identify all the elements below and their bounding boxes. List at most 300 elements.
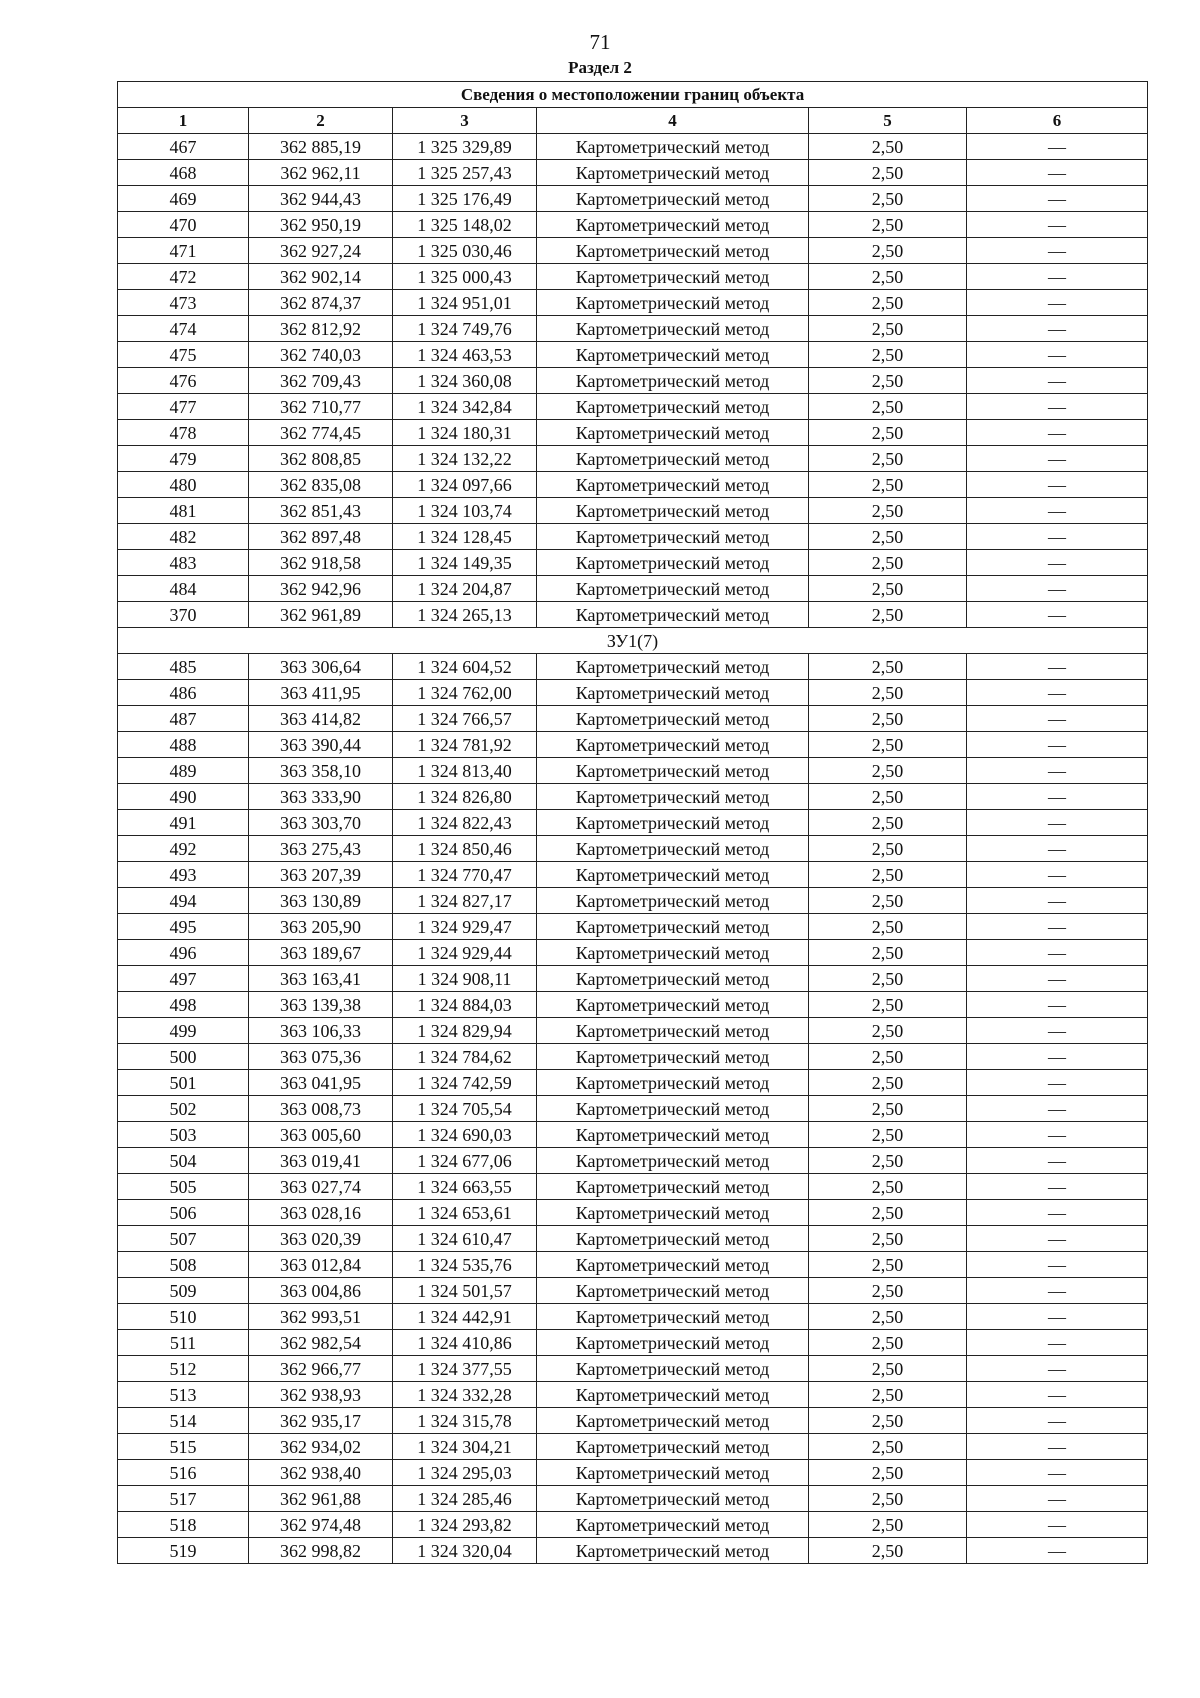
- accuracy-cell: 2,50: [809, 1044, 967, 1070]
- table-row: [118, 394, 1148, 420]
- method-cell: Картометрический метод: [537, 576, 809, 602]
- x-coordinate-cell: 362 982,54: [249, 1330, 393, 1356]
- table-row: [118, 134, 1148, 160]
- method-cell: Картометрический метод: [537, 1096, 809, 1122]
- method-cell: Картометрический метод: [537, 654, 809, 680]
- point-number-cell: 512: [118, 1356, 249, 1382]
- y-coordinate-cell: 1 324 762,00: [393, 680, 537, 706]
- description-cell: —: [967, 1174, 1148, 1200]
- x-coordinate-cell: 363 275,43: [249, 836, 393, 862]
- x-coordinate-cell: 363 414,82: [249, 706, 393, 732]
- point-number-cell: 501: [118, 1070, 249, 1096]
- x-coordinate-cell: 363 020,39: [249, 1226, 393, 1252]
- x-coordinate-cell: 362 938,40: [249, 1460, 393, 1486]
- x-coordinate-cell: 363 075,36: [249, 1044, 393, 1070]
- method-cell: Картометрический метод: [537, 498, 809, 524]
- y-coordinate-cell: 1 325 000,43: [393, 264, 537, 290]
- x-coordinate-cell: 363 306,64: [249, 654, 393, 680]
- accuracy-cell: 2,50: [809, 316, 967, 342]
- description-cell: —: [967, 732, 1148, 758]
- accuracy-cell: 2,50: [809, 992, 967, 1018]
- x-coordinate-cell: 362 966,77: [249, 1356, 393, 1382]
- point-number-cell: 469: [118, 186, 249, 212]
- point-number-cell: 491: [118, 810, 249, 836]
- accuracy-cell: 2,50: [809, 1460, 967, 1486]
- table-row: [118, 1148, 1148, 1174]
- y-coordinate-cell: 1 324 501,57: [393, 1278, 537, 1304]
- description-cell: —: [967, 1200, 1148, 1226]
- accuracy-cell: 2,50: [809, 1538, 967, 1564]
- method-cell: Картометрический метод: [537, 446, 809, 472]
- method-cell: Картометрический метод: [537, 862, 809, 888]
- method-cell: Картометрический метод: [537, 134, 809, 160]
- x-coordinate-cell: 363 106,33: [249, 1018, 393, 1044]
- method-cell: Картометрический метод: [537, 238, 809, 264]
- point-number-cell: 472: [118, 264, 249, 290]
- x-coordinate-cell: 363 411,95: [249, 680, 393, 706]
- table-row: [118, 940, 1148, 966]
- y-coordinate-cell: 1 325 257,43: [393, 160, 537, 186]
- y-coordinate-cell: 1 324 677,06: [393, 1148, 537, 1174]
- method-cell: Картометрический метод: [537, 1018, 809, 1044]
- y-coordinate-cell: 1 324 360,08: [393, 368, 537, 394]
- x-coordinate-cell: 363 041,95: [249, 1070, 393, 1096]
- column-header: 4: [537, 108, 809, 134]
- table-row: [118, 784, 1148, 810]
- point-number-cell: 503: [118, 1122, 249, 1148]
- description-cell: —: [967, 1070, 1148, 1096]
- accuracy-cell: 2,50: [809, 966, 967, 992]
- point-number-cell: 508: [118, 1252, 249, 1278]
- y-coordinate-cell: 1 324 097,66: [393, 472, 537, 498]
- accuracy-cell: 2,50: [809, 758, 967, 784]
- table-row: [118, 1330, 1148, 1356]
- x-coordinate-cell: 362 938,93: [249, 1382, 393, 1408]
- accuracy-cell: 2,50: [809, 160, 967, 186]
- description-cell: —: [967, 706, 1148, 732]
- y-coordinate-cell: 1 324 304,21: [393, 1434, 537, 1460]
- y-coordinate-cell: 1 324 781,92: [393, 732, 537, 758]
- y-coordinate-cell: 1 324 826,80: [393, 784, 537, 810]
- y-coordinate-cell: 1 324 742,59: [393, 1070, 537, 1096]
- table-row: [118, 550, 1148, 576]
- table-row: [118, 1252, 1148, 1278]
- method-cell: Картометрический метод: [537, 1174, 809, 1200]
- point-number-cell: 470: [118, 212, 249, 238]
- point-number-cell: 485: [118, 654, 249, 680]
- table-row: [118, 1408, 1148, 1434]
- point-number-cell: 481: [118, 498, 249, 524]
- table-row: [118, 888, 1148, 914]
- accuracy-cell: 2,50: [809, 550, 967, 576]
- point-number-cell: 514: [118, 1408, 249, 1434]
- point-number-cell: 468: [118, 160, 249, 186]
- x-coordinate-cell: 362 897,48: [249, 524, 393, 550]
- method-cell: Картометрический метод: [537, 1408, 809, 1434]
- x-coordinate-cell: 362 874,37: [249, 290, 393, 316]
- method-cell: Картометрический метод: [537, 992, 809, 1018]
- x-coordinate-cell: 362 993,51: [249, 1304, 393, 1330]
- table-row: [118, 966, 1148, 992]
- point-number-cell: 507: [118, 1226, 249, 1252]
- point-number-cell: 497: [118, 966, 249, 992]
- accuracy-cell: 2,50: [809, 784, 967, 810]
- table-row: [118, 992, 1148, 1018]
- y-coordinate-cell: 1 324 132,22: [393, 446, 537, 472]
- description-cell: —: [967, 1096, 1148, 1122]
- y-coordinate-cell: 1 324 951,01: [393, 290, 537, 316]
- table-row: [118, 1096, 1148, 1122]
- table-row: [118, 472, 1148, 498]
- method-cell: Картометрический метод: [537, 810, 809, 836]
- y-coordinate-cell: 1 324 770,47: [393, 862, 537, 888]
- accuracy-cell: 2,50: [809, 1434, 967, 1460]
- y-coordinate-cell: 1 325 030,46: [393, 238, 537, 264]
- x-coordinate-cell: 362 918,58: [249, 550, 393, 576]
- method-cell: Картометрический метод: [537, 368, 809, 394]
- point-number-cell: 496: [118, 940, 249, 966]
- y-coordinate-cell: 1 324 377,55: [393, 1356, 537, 1382]
- section-title: Раздел 2: [568, 58, 632, 77]
- y-coordinate-cell: 1 325 176,49: [393, 186, 537, 212]
- y-coordinate-cell: 1 324 442,91: [393, 1304, 537, 1330]
- description-cell: —: [967, 316, 1148, 342]
- point-number-cell: 477: [118, 394, 249, 420]
- accuracy-cell: 2,50: [809, 576, 967, 602]
- method-cell: Картометрический метод: [537, 1356, 809, 1382]
- table-row: [118, 836, 1148, 862]
- description-cell: —: [967, 160, 1148, 186]
- x-coordinate-cell: 363 012,84: [249, 1252, 393, 1278]
- point-number-cell: 486: [118, 680, 249, 706]
- description-cell: —: [967, 1356, 1148, 1382]
- accuracy-cell: 2,50: [809, 602, 967, 628]
- x-coordinate-cell: 362 961,88: [249, 1486, 393, 1512]
- x-coordinate-cell: 363 027,74: [249, 1174, 393, 1200]
- x-coordinate-cell: 363 189,67: [249, 940, 393, 966]
- accuracy-cell: 2,50: [809, 1200, 967, 1226]
- x-coordinate-cell: 362 812,92: [249, 316, 393, 342]
- y-coordinate-cell: 1 324 749,76: [393, 316, 537, 342]
- point-number-cell: 510: [118, 1304, 249, 1330]
- accuracy-cell: 2,50: [809, 732, 967, 758]
- description-cell: —: [967, 1044, 1148, 1070]
- table-row: [118, 1486, 1148, 1512]
- y-coordinate-cell: 1 324 535,76: [393, 1252, 537, 1278]
- table-row: [118, 680, 1148, 706]
- method-cell: Картометрический метод: [537, 420, 809, 446]
- method-cell: Картометрический метод: [537, 290, 809, 316]
- description-cell: —: [967, 810, 1148, 836]
- x-coordinate-cell: 362 885,19: [249, 134, 393, 160]
- description-cell: —: [967, 1252, 1148, 1278]
- accuracy-cell: 2,50: [809, 1278, 967, 1304]
- point-number-cell: 495: [118, 914, 249, 940]
- description-cell: —: [967, 1226, 1148, 1252]
- method-cell: Картометрический метод: [537, 1434, 809, 1460]
- x-coordinate-cell: 363 130,89: [249, 888, 393, 914]
- table-row: [118, 1538, 1148, 1564]
- description-cell: —: [967, 680, 1148, 706]
- method-cell: Картометрический метод: [537, 1252, 809, 1278]
- column-header: 3: [393, 108, 537, 134]
- description-cell: —: [967, 576, 1148, 602]
- table-row: [118, 1044, 1148, 1070]
- accuracy-cell: 2,50: [809, 290, 967, 316]
- point-number-cell: 476: [118, 368, 249, 394]
- point-number-cell: 490: [118, 784, 249, 810]
- description-cell: —: [967, 1512, 1148, 1538]
- y-coordinate-cell: 1 324 766,57: [393, 706, 537, 732]
- column-header: 6: [967, 108, 1148, 134]
- y-coordinate-cell: 1 324 320,04: [393, 1538, 537, 1564]
- table-row: [118, 446, 1148, 472]
- table-row: [118, 1200, 1148, 1226]
- table-row: [118, 758, 1148, 784]
- method-cell: Картометрический метод: [537, 342, 809, 368]
- table-row: [118, 1434, 1148, 1460]
- y-coordinate-cell: 1 324 149,35: [393, 550, 537, 576]
- table-row: [118, 264, 1148, 290]
- accuracy-cell: 2,50: [809, 186, 967, 212]
- table-row: [118, 810, 1148, 836]
- accuracy-cell: 2,50: [809, 810, 967, 836]
- method-cell: Картометрический метод: [537, 940, 809, 966]
- table-row: [118, 862, 1148, 888]
- description-cell: —: [967, 914, 1148, 940]
- accuracy-cell: 2,50: [809, 498, 967, 524]
- y-coordinate-cell: 1 324 829,94: [393, 1018, 537, 1044]
- table-row: [118, 602, 1148, 628]
- description-cell: —: [967, 1460, 1148, 1486]
- point-number-cell: 478: [118, 420, 249, 446]
- table-row: [118, 1382, 1148, 1408]
- description-cell: —: [967, 472, 1148, 498]
- point-number-cell: 498: [118, 992, 249, 1018]
- accuracy-cell: 2,50: [809, 264, 967, 290]
- accuracy-cell: 2,50: [809, 1148, 967, 1174]
- accuracy-cell: 2,50: [809, 134, 967, 160]
- point-number-cell: 473: [118, 290, 249, 316]
- table-row: [118, 290, 1148, 316]
- description-cell: —: [967, 212, 1148, 238]
- accuracy-cell: 2,50: [809, 1486, 967, 1512]
- accuracy-cell: 2,50: [809, 368, 967, 394]
- description-cell: —: [967, 290, 1148, 316]
- method-cell: Картометрический метод: [537, 1122, 809, 1148]
- point-number-cell: 505: [118, 1174, 249, 1200]
- table-row: [118, 368, 1148, 394]
- method-cell: Картометрический метод: [537, 316, 809, 342]
- accuracy-cell: 2,50: [809, 1252, 967, 1278]
- description-cell: —: [967, 1434, 1148, 1460]
- method-cell: Картометрический метод: [537, 1330, 809, 1356]
- x-coordinate-cell: 362 950,19: [249, 212, 393, 238]
- x-coordinate-cell: 362 935,17: [249, 1408, 393, 1434]
- y-coordinate-cell: 1 324 653,61: [393, 1200, 537, 1226]
- accuracy-cell: 2,50: [809, 888, 967, 914]
- table-row: [118, 1226, 1148, 1252]
- x-coordinate-cell: 362 740,03: [249, 342, 393, 368]
- x-coordinate-cell: 362 709,43: [249, 368, 393, 394]
- y-coordinate-cell: 1 324 929,47: [393, 914, 537, 940]
- x-coordinate-cell: 363 005,60: [249, 1122, 393, 1148]
- x-coordinate-cell: 362 902,14: [249, 264, 393, 290]
- method-cell: Картометрический метод: [537, 1486, 809, 1512]
- description-cell: —: [967, 1018, 1148, 1044]
- x-coordinate-cell: 362 927,24: [249, 238, 393, 264]
- table-row: [118, 498, 1148, 524]
- y-coordinate-cell: 1 324 690,03: [393, 1122, 537, 1148]
- method-cell: Картометрический метод: [537, 680, 809, 706]
- point-number-cell: 515: [118, 1434, 249, 1460]
- y-coordinate-cell: 1 324 295,03: [393, 1460, 537, 1486]
- accuracy-cell: 2,50: [809, 394, 967, 420]
- accuracy-cell: 2,50: [809, 1512, 967, 1538]
- y-coordinate-cell: 1 324 342,84: [393, 394, 537, 420]
- x-coordinate-cell: 363 205,90: [249, 914, 393, 940]
- accuracy-cell: 2,50: [809, 472, 967, 498]
- accuracy-cell: 2,50: [809, 1304, 967, 1330]
- table-row: [118, 420, 1148, 446]
- description-cell: —: [967, 1538, 1148, 1564]
- x-coordinate-cell: 363 358,10: [249, 758, 393, 784]
- table-row: [118, 1304, 1148, 1330]
- accuracy-cell: 2,50: [809, 446, 967, 472]
- point-number-cell: 517: [118, 1486, 249, 1512]
- y-coordinate-cell: 1 324 784,62: [393, 1044, 537, 1070]
- table-row: [118, 342, 1148, 368]
- column-header: 2: [249, 108, 393, 134]
- method-cell: Картометрический метод: [537, 1278, 809, 1304]
- method-cell: Картометрический метод: [537, 212, 809, 238]
- x-coordinate-cell: 363 008,73: [249, 1096, 393, 1122]
- description-cell: —: [967, 134, 1148, 160]
- description-cell: —: [967, 264, 1148, 290]
- description-cell: —: [967, 654, 1148, 680]
- description-cell: —: [967, 1486, 1148, 1512]
- x-coordinate-cell: 363 139,38: [249, 992, 393, 1018]
- description-cell: —: [967, 524, 1148, 550]
- method-cell: Картометрический метод: [537, 1460, 809, 1486]
- table-row: [118, 732, 1148, 758]
- description-cell: —: [967, 966, 1148, 992]
- method-cell: Картометрический метод: [537, 602, 809, 628]
- method-cell: Картометрический метод: [537, 706, 809, 732]
- point-number-cell: 493: [118, 862, 249, 888]
- description-cell: —: [967, 1278, 1148, 1304]
- page-number: 71: [589, 30, 611, 54]
- method-cell: Картометрический метод: [537, 550, 809, 576]
- description-cell: —: [967, 992, 1148, 1018]
- x-coordinate-cell: 362 944,43: [249, 186, 393, 212]
- point-number-cell: 483: [118, 550, 249, 576]
- point-number-cell: 487: [118, 706, 249, 732]
- x-coordinate-cell: 362 835,08: [249, 472, 393, 498]
- x-coordinate-cell: 362 774,45: [249, 420, 393, 446]
- accuracy-cell: 2,50: [809, 1226, 967, 1252]
- method-cell: Картометрический метод: [537, 394, 809, 420]
- accuracy-cell: 2,50: [809, 1096, 967, 1122]
- method-cell: Картометрический метод: [537, 186, 809, 212]
- description-cell: —: [967, 602, 1148, 628]
- y-coordinate-cell: 1 324 128,45: [393, 524, 537, 550]
- table-row: [118, 1356, 1148, 1382]
- accuracy-cell: 2,50: [809, 1382, 967, 1408]
- point-number-cell: 504: [118, 1148, 249, 1174]
- point-number-cell: 370: [118, 602, 249, 628]
- point-number-cell: 519: [118, 1538, 249, 1564]
- accuracy-cell: 2,50: [809, 680, 967, 706]
- accuracy-cell: 2,50: [809, 654, 967, 680]
- table-row: [118, 576, 1148, 602]
- method-cell: Картометрический метод: [537, 1512, 809, 1538]
- x-coordinate-cell: 362 974,48: [249, 1512, 393, 1538]
- method-cell: Картометрический метод: [537, 836, 809, 862]
- point-number-cell: 518: [118, 1512, 249, 1538]
- method-cell: Картометрический метод: [537, 1200, 809, 1226]
- table-row: [118, 1512, 1148, 1538]
- y-coordinate-cell: 1 324 180,31: [393, 420, 537, 446]
- y-coordinate-cell: 1 324 850,46: [393, 836, 537, 862]
- point-number-cell: 513: [118, 1382, 249, 1408]
- x-coordinate-cell: 362 998,82: [249, 1538, 393, 1564]
- table-row: [118, 1278, 1148, 1304]
- y-coordinate-cell: 1 324 315,78: [393, 1408, 537, 1434]
- accuracy-cell: 2,50: [809, 1070, 967, 1096]
- accuracy-cell: 2,50: [809, 836, 967, 862]
- table-body: [118, 134, 1148, 1564]
- table-row: [118, 1460, 1148, 1486]
- table-row: [118, 316, 1148, 342]
- y-coordinate-cell: 1 324 410,86: [393, 1330, 537, 1356]
- y-coordinate-cell: 1 325 329,89: [393, 134, 537, 160]
- x-coordinate-cell: 362 808,85: [249, 446, 393, 472]
- x-coordinate-cell: 362 962,11: [249, 160, 393, 186]
- point-number-cell: 467: [118, 134, 249, 160]
- y-coordinate-cell: 1 324 293,82: [393, 1512, 537, 1538]
- y-coordinate-cell: 1 324 285,46: [393, 1486, 537, 1512]
- description-cell: —: [967, 420, 1148, 446]
- accuracy-cell: 2,50: [809, 1408, 967, 1434]
- method-cell: Картометрический метод: [537, 1044, 809, 1070]
- point-number-cell: 484: [118, 576, 249, 602]
- table-row: [118, 1122, 1148, 1148]
- description-cell: —: [967, 1304, 1148, 1330]
- description-cell: —: [967, 1382, 1148, 1408]
- x-coordinate-cell: 362 934,02: [249, 1434, 393, 1460]
- y-coordinate-cell: 1 324 908,11: [393, 966, 537, 992]
- point-number-cell: 494: [118, 888, 249, 914]
- column-header-row: [118, 108, 1148, 134]
- method-cell: Картометрический метод: [537, 1382, 809, 1408]
- description-cell: —: [967, 758, 1148, 784]
- point-number-cell: 482: [118, 524, 249, 550]
- x-coordinate-cell: 363 004,86: [249, 1278, 393, 1304]
- method-cell: Картометрический метод: [537, 1148, 809, 1174]
- y-coordinate-cell: 1 324 332,28: [393, 1382, 537, 1408]
- method-cell: Картометрический метод: [537, 732, 809, 758]
- y-coordinate-cell: 1 324 813,40: [393, 758, 537, 784]
- y-coordinate-cell: 1 324 822,43: [393, 810, 537, 836]
- point-number-cell: 500: [118, 1044, 249, 1070]
- table-row: [118, 914, 1148, 940]
- point-number-cell: 489: [118, 758, 249, 784]
- x-coordinate-cell: 362 710,77: [249, 394, 393, 420]
- table-row: [118, 238, 1148, 264]
- point-number-cell: 492: [118, 836, 249, 862]
- method-cell: Картометрический метод: [537, 1070, 809, 1096]
